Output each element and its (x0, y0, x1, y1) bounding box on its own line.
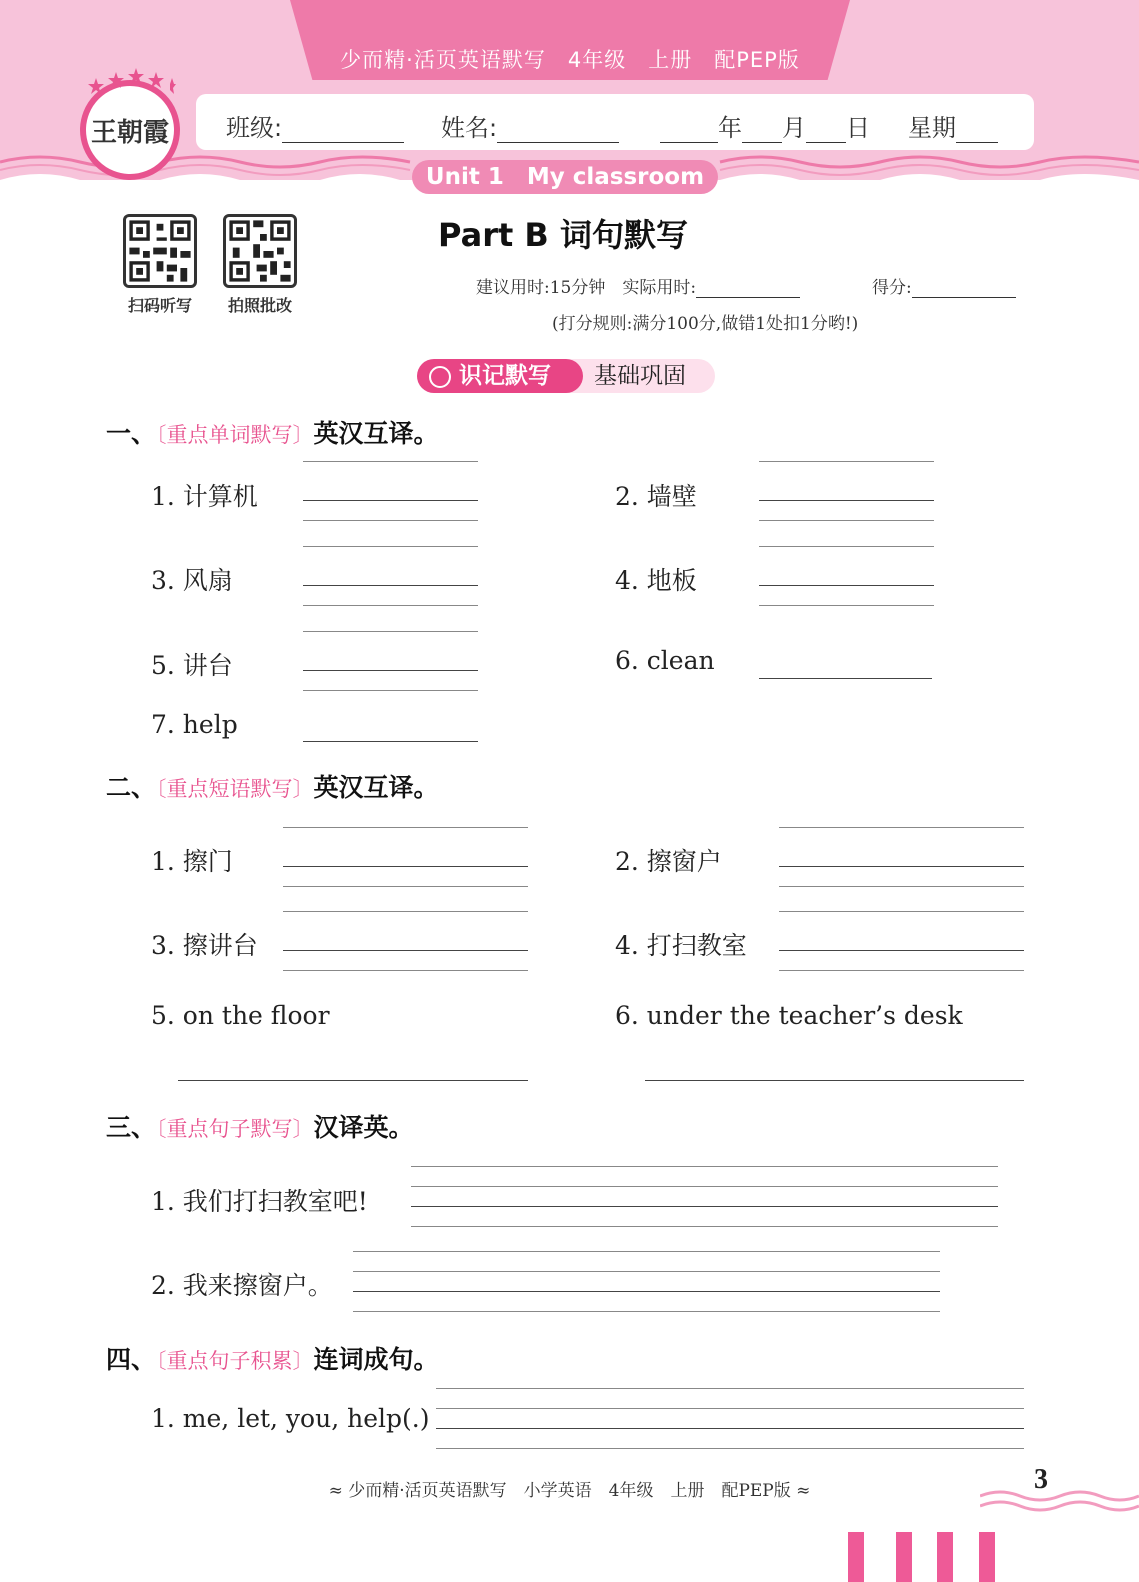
page-edge-tab (937, 1532, 953, 1582)
class-field[interactable] (226, 108, 404, 143)
qr-code-correct[interactable] (223, 214, 297, 288)
s4-item-1: 1. me, let, you, help(.) (151, 1404, 430, 1433)
qr-label-listen: 扫码听写 (127, 296, 192, 315)
s1-item-7: 7. help (151, 710, 238, 739)
s2-item-5: 5. on the floor (151, 1001, 330, 1030)
s1-item-5: 5. 讲台 (151, 651, 233, 680)
s1-answer-line-7[interactable] (303, 741, 478, 742)
medal-icon (429, 366, 451, 388)
scoring-rule: (打分规则:满分100分,做错1处扣1分哟!) (552, 314, 859, 334)
time-info-label: 建议用时:15分钟 实际用时: (476, 278, 697, 298)
s1-item-6: 6. clean (615, 646, 715, 675)
page-number: 3 (1034, 1464, 1048, 1495)
footer-text: ≈ 少而精·活页英语默写 小学英语 4年级 上册 配PEP版 ≈ (328, 1481, 811, 1501)
s1-item-4: 4. 地板 (615, 566, 697, 595)
s3-item-1: 1. 我们打扫教室吧! (151, 1187, 368, 1216)
s2-item-3: 3. 擦讲台 (151, 931, 258, 960)
page-edge-tab (979, 1532, 995, 1582)
page-edge-tab (848, 1532, 864, 1582)
s1-answer-lines-3[interactable] (303, 546, 478, 606)
s3-answer-lines-1[interactable] (411, 1166, 998, 1227)
badge-sub: 基础巩固 (594, 363, 686, 389)
badge-main (417, 359, 583, 393)
s2-answer-lines-2[interactable] (779, 827, 1024, 887)
brand-logo (80, 80, 180, 180)
score-label: 得分: (872, 278, 912, 298)
s1-item-3: 3. 风扇 (151, 566, 233, 595)
s3-item-2: 2. 我来擦窗户。 (151, 1271, 333, 1300)
s1-answer-line-6[interactable] (759, 678, 932, 679)
qr-code-icon (226, 217, 294, 285)
s3-answer-lines-2[interactable] (353, 1251, 940, 1312)
time-info (476, 273, 800, 298)
badge-main-label: 识记默写 (459, 363, 551, 389)
date-field[interactable] (660, 108, 870, 143)
s2-item-1: 1. 擦门 (151, 847, 233, 876)
year-label: 年 (718, 114, 742, 142)
score-field[interactable] (872, 273, 1016, 298)
unit-tab: Unit 1 My classroom (412, 160, 718, 194)
section-2-heading: 二、〔重点短语默写〕英汉互译。 (106, 773, 439, 802)
day-label: 日 (846, 114, 870, 142)
month-label: 月 (782, 114, 806, 142)
footer-wave-decoration (980, 1486, 1139, 1516)
s1-item-2: 2. 墙壁 (615, 482, 697, 511)
s2-item-6: 6. under the teacher’s desk (615, 1001, 963, 1030)
qr-label-correct: 拍照批改 (227, 296, 292, 315)
s2-answer-line-6[interactable] (645, 1080, 1024, 1081)
class-label: 班级: (226, 114, 283, 142)
qr-code-icon (126, 217, 194, 285)
s2-item-4: 4. 打扫教室 (615, 931, 747, 960)
part-title: Part B 词句默写 (438, 216, 688, 254)
s1-answer-lines-4[interactable] (759, 546, 934, 606)
s1-answer-lines-1[interactable] (303, 461, 478, 521)
s2-answer-lines-4[interactable] (779, 911, 1024, 971)
page-edge-tab (896, 1532, 912, 1582)
s2-answer-lines-3[interactable] (283, 911, 528, 971)
star-crown-icon (84, 66, 176, 94)
s1-item-1: 1. 计算机 (151, 482, 258, 511)
name-label: 姓名: (441, 114, 498, 142)
qr-code-listen[interactable] (123, 214, 197, 288)
section-3-heading: 三、〔重点句子默写〕汉译英。 (106, 1113, 414, 1142)
s1-answer-lines-2[interactable] (759, 461, 934, 521)
s4-answer-lines-1[interactable] (436, 1388, 1024, 1449)
section-1-heading: 一、〔重点单词默写〕英汉互译。 (106, 419, 439, 448)
logo-text: 王朝霞 (90, 118, 169, 147)
series-title: 少而精·活页英语默写 4年级 上册 配PEP版 (340, 48, 800, 72)
weekday-field[interactable] (908, 108, 998, 143)
section-4-heading: 四、〔重点句子积累〕连词成句。 (106, 1345, 439, 1374)
s1-answer-lines-5[interactable] (303, 631, 478, 691)
s2-item-2: 2. 擦窗户 (615, 847, 722, 876)
name-field[interactable] (441, 108, 619, 143)
weekday-label: 星期 (908, 114, 956, 142)
s2-answer-line-5[interactable] (178, 1080, 528, 1081)
s2-answer-lines-1[interactable] (283, 827, 528, 887)
